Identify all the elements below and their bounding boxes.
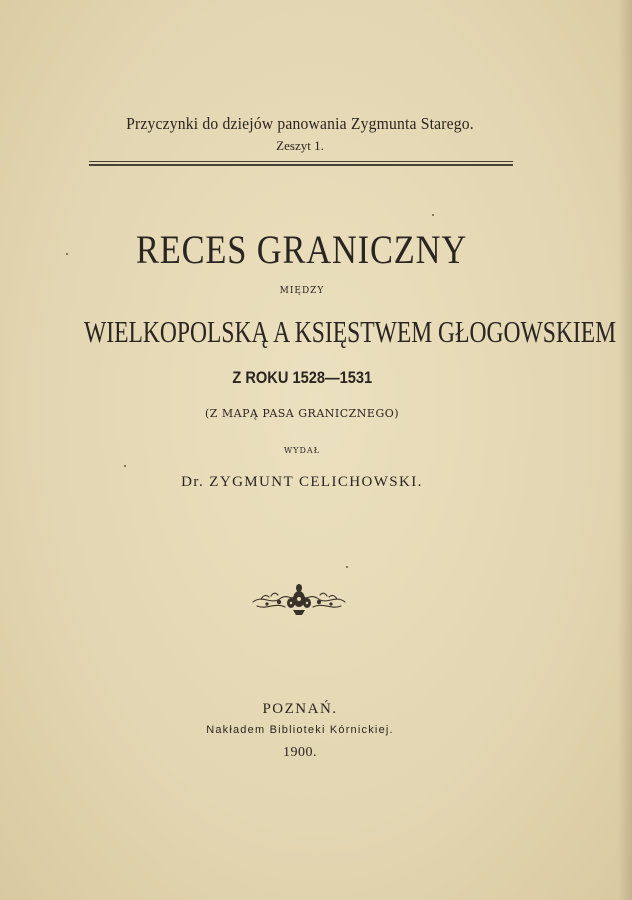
- paper-speck: [346, 566, 348, 568]
- year-range-text: Z ROKU 1528—1531: [232, 368, 372, 387]
- publisher: Nakładem Biblioteki Kórnickiej.: [206, 724, 394, 736]
- subtitle: [0, 314, 617, 350]
- issue-number: Zeszyt 1.: [276, 138, 324, 153]
- paper-speck: [432, 214, 434, 216]
- publication-city: POZNAŃ.: [262, 701, 338, 717]
- author-name: Dr. ZYGMUNT CELICHOWSKI.: [181, 474, 423, 490]
- between-word: MIĘDZY: [279, 286, 325, 296]
- main-title: [0, 226, 604, 273]
- floral-vignette-icon: [249, 582, 349, 616]
- year-range: [0, 368, 604, 388]
- paper-speck: [124, 465, 126, 467]
- subtitle-text: WIELKOPOLSKĄ A KSIĘSTWEM GŁOGOWSKIEM: [84, 314, 617, 349]
- map-note: (Z MAPĄ PASA GRANICZNEGO): [204, 407, 400, 420]
- main-title-text: RECES GRANICZNY: [136, 227, 468, 272]
- series-title: Przyczynki do dziejów panowania Zygmunta Starego.: [126, 114, 474, 133]
- double-rule-divider: [89, 161, 513, 166]
- publication-year: 1900.: [283, 745, 317, 760]
- paper-speck: [66, 253, 68, 255]
- page-edge-shadow: [618, 0, 632, 900]
- edited-by-label: WYDAŁ: [283, 446, 321, 455]
